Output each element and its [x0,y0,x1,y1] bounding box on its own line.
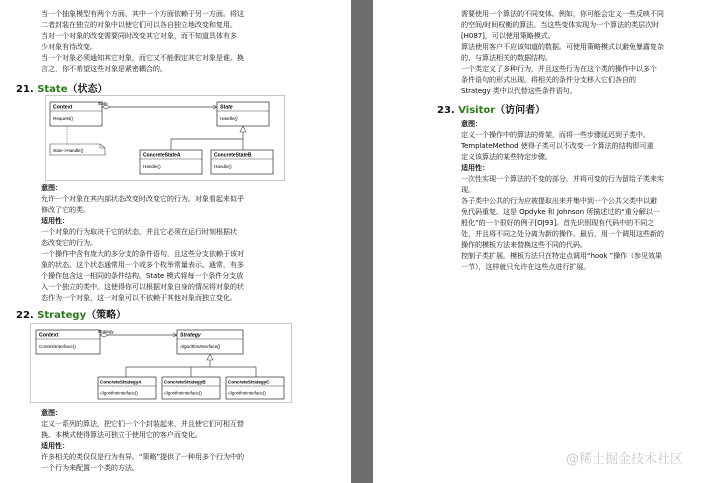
pattern-name: Visitor [458,105,496,116]
context-class: Context [53,104,73,111]
left-page [0,0,351,483]
intent-label: 意图： [41,408,62,417]
section-number: 21. [16,84,34,95]
association-role: state [98,101,108,106]
applicability-label: 适用性： [461,163,489,172]
text-line: 定义一个操作中的算法的骨架，而将一些步骤延迟到子类中。 [461,130,650,139]
text-line: 态改变它的行为。 [41,238,97,247]
text-line: 一个类定义了多种行为，并且这些行为在这个类的操作中以多个 [461,64,657,73]
pattern-cn-name: （访问者） [495,105,546,116]
text-line: 二者封装在独立的对象中以使它们可以各自独立地改变和复用。 [41,20,237,29]
concrete-strategy-b-op: AlgorithmInterface() [164,390,202,396]
text-line: 一节），这样就只允许在这些点进行扩展。 [461,262,591,271]
text-line: Strategy 类中以代替这些条件语句。 [461,86,577,95]
concrete-strategy-b: ConcreteStrategyB [164,379,206,385]
text-line: TemplateMethod 使得子类可以不改变一个算法的结构即可重 [461,141,654,150]
text-line: 需要使用一个算法的不同变体。例如，你可能会定义一些反映不同 [461,9,664,18]
context-class: Context [39,332,59,339]
strategy-uml-diagram [30,323,292,403]
text-line: 免代码重复。这是 Opdyke 和 Johnson 所描述过的“重分解以一 [461,207,660,216]
pattern-cn-name: （状态） [67,84,108,95]
concrete-state-b-op: Handle() [214,164,232,169]
state-op: Handle() [220,116,238,121]
text-line: 控制子类扩展。模板方法只在特定点调用“hook ”操作（参见效果 [461,251,663,260]
section-number: 22. [16,310,34,321]
pattern-name: State [37,84,68,95]
text-line: 态作为一个对象，这一对象可以不依赖于其他对象而独立变化。 [41,293,237,302]
text-line: 条件语句的形式出现。将相关的条件分支移入它们各自的 [461,75,636,84]
text-line: 一个行为来配置一个类的方法。 [41,463,139,472]
page-gutter [351,0,373,483]
applicability-label: 适用性： [41,441,69,450]
text-line: 定义该算法的某些特定步骤。 [461,152,552,161]
pattern-name: Strategy [37,310,87,321]
text-line: 允许一个对象在其内部状态改变时改变它的行为。对象看起来似乎 [41,194,244,203]
text-line: 换。本模式使得算法可独立于使用它的客户而变化。 [41,430,202,439]
text-line: 入一个独立的类中。这使得你可以根据对象自身的情况将对象的状 [41,282,244,291]
concrete-state-b: ConcreteStateB [214,152,252,159]
text-line: 一个对象的行为取决于它的状态，并且它必须在运行时刻根据状 [41,227,237,236]
association-role: strategy [98,329,114,334]
concrete-state-a-op: Handle() [143,164,161,169]
text-line: 少对象有待改变。 [41,42,97,51]
text-line: [H087]，可以使用策略模式。 [461,31,555,40]
text-line: 操作的模板方法来替换这些不同的代码。 [461,240,587,249]
strategy-op: AlgorithmInterface() [180,344,221,349]
visitor-heading [437,101,545,116]
context-op: Request() [53,116,74,121]
state-class: State [220,104,233,111]
text-line: 处，并且将不同之处分离为新的操作。最后，用一个调用这些新的 [461,229,664,238]
strategy-class: Strategy [180,332,201,339]
strategy-heading [16,306,126,321]
text-line: 象的状态。这个状态通常用一个或多个枚举常量表示。通常，有多 [41,260,244,269]
concrete-state-a: ConcreteStateA [143,152,181,159]
concrete-strategy-a: ConcreteStrategyA [100,379,142,385]
watermark: @稀土掘金技术社区 [566,452,684,467]
text-line: 一个操作中含有庞大的多分支的条件语句，且这些分支依赖于该对 [41,249,244,258]
text-line: 修改了它的类。 [41,205,90,214]
applicability-label: 适用性： [41,216,69,225]
state-heading [16,80,108,95]
text-line: 一次性实现一个算法的不变的部分，并将可变的行为留给子类来实 [461,174,664,183]
concrete-strategy-a-op: AlgorithmInterface() [100,390,138,396]
text-line: 个操作包含这一相同的条件结构。State 模式将每一个条件分支放 [41,271,244,280]
concrete-strategy-c: ConcreteStrategyC [228,379,270,385]
text-line: 算法使用客户不应该知道的数据。可使用策略模式以避免暴露复杂 [461,42,664,51]
text-line: 当一个抽象模型有两个方面，其中一个方面依赖于另一方面。将这 [41,9,244,18]
text-line: 的空间/时间权衡的算法。当这些变体实现为一个算法的类层次时 [461,20,660,29]
text-line: 各子类中公共的行为应被提取出来并集中到一个公共父类中以避 [461,196,657,205]
right-page [373,0,720,483]
concrete-strategy-c-op: AlgorithmInterface() [228,390,266,396]
text-line: 当一个对象必须通知其它对象，而它又不能假定其它对象是谁。换 [41,53,244,62]
note-text: state->Handle() [53,148,84,153]
text-line: 现。 [461,185,475,194]
intent-label: 意图： [41,183,62,192]
intent-label: 意图： [461,119,482,128]
pattern-cn-name: （策略） [86,310,127,321]
text-line: 的、与算法相关的数据结构。 [461,53,552,62]
section-number: 23. [437,105,455,116]
context-op: ContextInterface() [39,344,76,349]
text-line: 当对一个对象的改变需要同时改变其它对象，而不知道具体有多 [41,31,237,40]
text-line: 定义一系列的算法，把它们一个个封装起来，并且使它们可相互替 [41,419,244,428]
text-line: 许多相关的类仅仅是行为有异。“策略”提供了一种用多个行为中的 [41,452,244,461]
text-line: 言之，你不希望这些对象是紧密耦合的。 [41,64,167,73]
state-uml-diagram [45,95,285,181]
text-line: 般化”的一个很好的例子[OJ93]。首先识别现有代码中的不同之 [461,218,655,227]
